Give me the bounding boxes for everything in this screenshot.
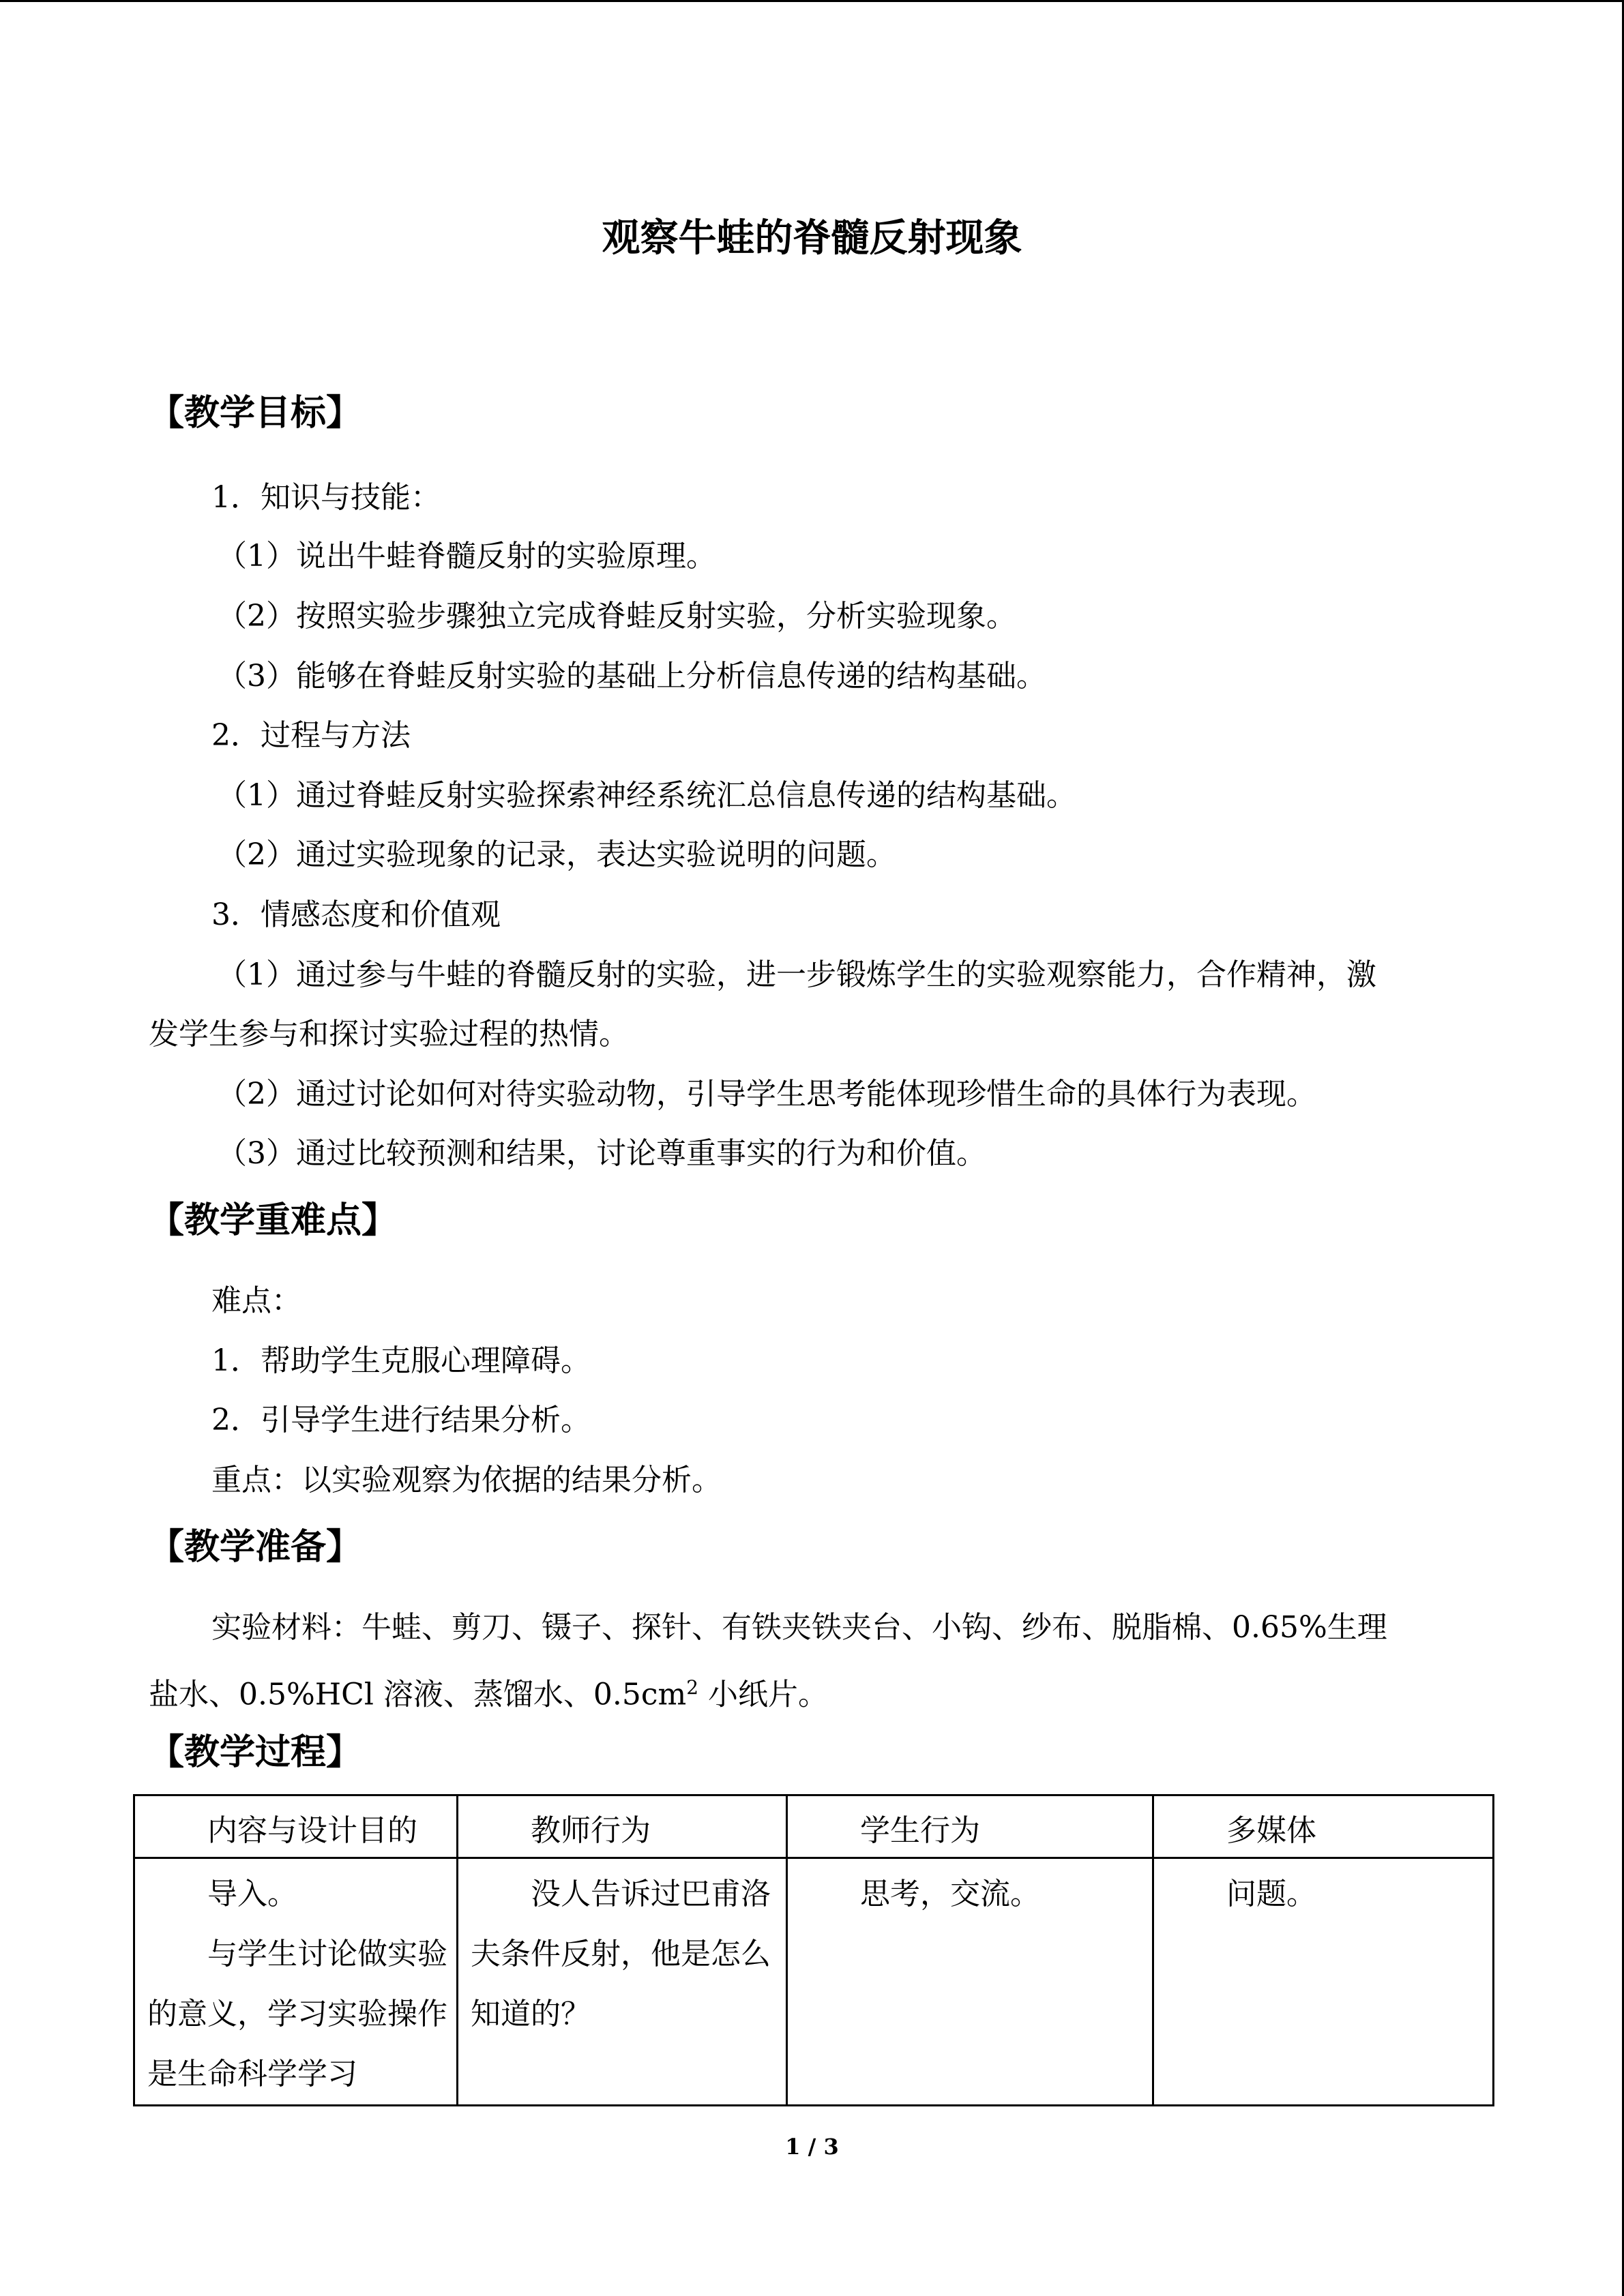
- section-heading-objectives: 【教学目标】: [149, 393, 362, 434]
- objective-line: 1．知识与技能：: [211, 480, 441, 515]
- objective-line: （1）通过参与牛蛙的脊髓反射的实验，进一步锻炼学生的实验观察能力，合作精神，激: [217, 957, 1376, 992]
- preparation-line: [149, 1667, 828, 1716]
- cell-text: 与学生讨论做实验的意义，学习实验操作是生命科学学习: [147, 1937, 447, 2091]
- page-number: 1 / 3: [785, 2134, 839, 2160]
- preparation-line: 实验材料：牛蛙、剪刀、镊子、探针、有铁夹铁夹台、小钩、纱布、脱脂棉、0.65%生理: [211, 1610, 1387, 1645]
- header-content: 内容与设计目的: [207, 1813, 417, 1848]
- table-header-cell: [787, 1795, 1153, 1858]
- header-media: 多媒体: [1226, 1813, 1316, 1848]
- table-cell-media: [1153, 1858, 1494, 2106]
- key-point-line: 1．帮助学生克服心理障碍。: [211, 1343, 591, 1378]
- table-row: [134, 1858, 1494, 2106]
- key-point-line: 难点：: [211, 1283, 301, 1318]
- objective-line: （2）按照实验步骤独立完成脊蛙反射实验，分析实验现象。: [217, 599, 1016, 633]
- cell-text: 导入。: [207, 1877, 297, 1911]
- cell-text: 没人告诉过巴甫洛夫条件反射，他是怎么知道的？: [471, 1877, 771, 2031]
- header-student: 学生行为: [860, 1813, 980, 1848]
- section-heading-preparation: 【教学准备】: [149, 1527, 362, 1568]
- objective-line: 2．过程与方法: [211, 718, 411, 753]
- preparation-text: 小纸片。: [698, 1677, 829, 1712]
- cell-text: 思考，交流。: [860, 1877, 1040, 1911]
- objective-line: 3．情感态度和价值观: [211, 897, 501, 932]
- preparation-text: 盐水、0.5%HCl 溶液、蒸馏水、0.5cm: [149, 1677, 687, 1712]
- key-point-line: 重点：以实验观察为依据的结果分析。: [211, 1463, 722, 1497]
- table-cell-content: [134, 1858, 458, 2106]
- objective-line: （3）通过比较预测和结果，讨论尊重事实的行为和价值。: [217, 1136, 986, 1171]
- objective-line: 发学生参与和探讨实验过程的热情。: [149, 1017, 629, 1052]
- cell-text: 问题。: [1226, 1877, 1316, 1911]
- section-heading-key-points: 【教学重难点】: [149, 1200, 398, 1241]
- table-cell-teacher: [458, 1858, 787, 2106]
- objective-line: （1）通过脊蛙反射实验探索神经系统汇总信息传递的结构基础。: [217, 778, 1076, 813]
- table-header-cell: [1153, 1795, 1494, 1858]
- table-header-cell: [134, 1795, 458, 1858]
- superscript: 2: [686, 1676, 699, 1699]
- objective-line: （3）能够在脊蛙反射实验的基础上分析信息传递的结构基础。: [217, 659, 1046, 694]
- top-border: [0, 0, 1624, 2]
- table-header-cell: [458, 1795, 787, 1858]
- page-title: 观察牛蛙的脊髓反射现象: [602, 216, 1022, 260]
- objective-line: （2）通过讨论如何对待实验动物，引导学生思考能体现珍惜生命的具体行为表现。: [217, 1077, 1316, 1112]
- table-header-row: [134, 1795, 1494, 1858]
- process-table: [133, 1794, 1494, 2106]
- objective-line: （1）说出牛蛙脊髓反射的实验原理。: [217, 539, 716, 573]
- table-cell-student: [787, 1858, 1153, 2106]
- section-heading-process: 【教学过程】: [149, 1732, 362, 1773]
- header-teacher: 教师行为: [531, 1813, 651, 1848]
- key-point-line: 2．引导学生进行结果分析。: [211, 1403, 591, 1437]
- objective-line: （2）通过实验现象的记录，表达实验说明的问题。: [217, 837, 896, 872]
